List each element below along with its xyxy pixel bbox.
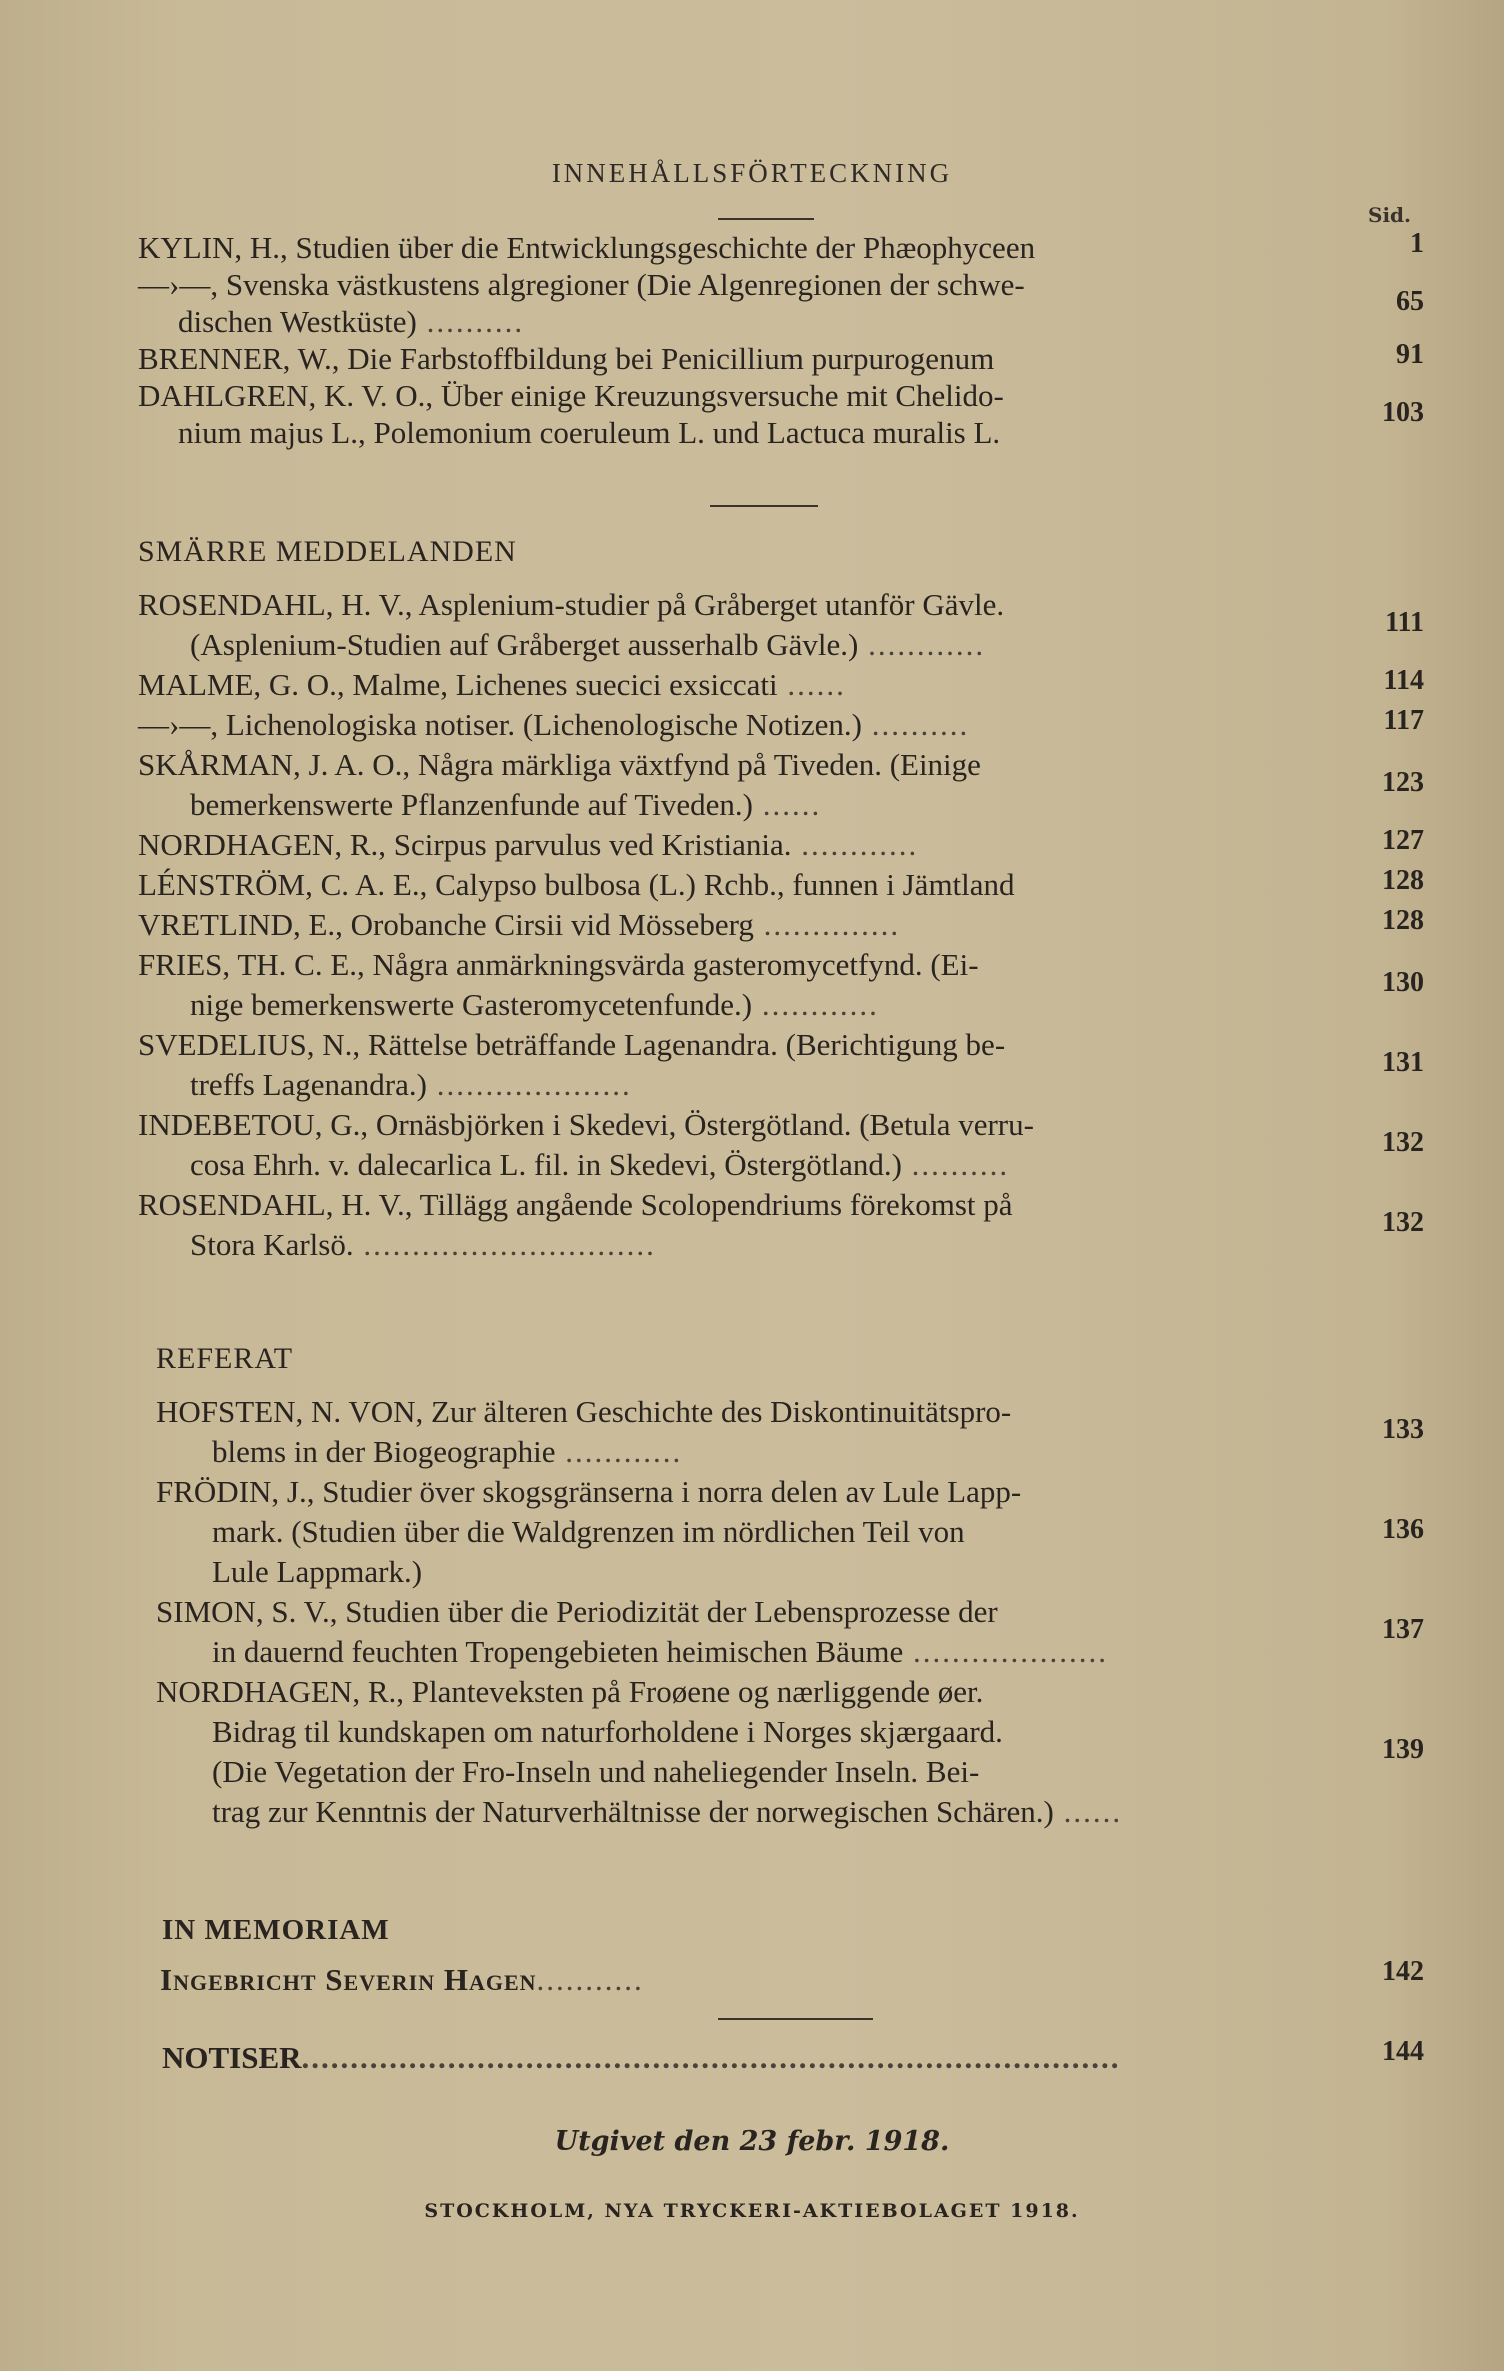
publication-date: Utgivet den 23 febr. 1918.: [554, 2126, 950, 2157]
toc-entry-text: blems in der Biogeographie: [212, 1434, 556, 1469]
toc-entry-text: SKÅRMAN, J. A. O., Några märkliga växtfynd på Tiveden. (Einige: [138, 747, 981, 782]
toc-entry-text: dischen Westküste): [178, 304, 417, 339]
printer-imprint: STOCKHOLM, NYA TRYCKERI-AKTIEBOLAGET 1918.: [424, 2200, 1080, 2222]
toc-entry-text: HOFSTEN, N. VON, Zur älteren Geschichte des Diskontinuitätspro-: [156, 1394, 1012, 1429]
toc-entry-text: BRENNER, W., Die Farbstoffbildung bei Penicillium purpurogenum: [138, 341, 995, 376]
toc-entry-page-number: 127: [1382, 825, 1424, 856]
toc-entry-line: [138, 265, 1025, 305]
toc-entry-text: Bidrag til kundskapen om naturforholdene i Norges skjærgaard.: [212, 1714, 1003, 1749]
toc-entry-line: [178, 413, 1000, 453]
leader-dots: ...........: [536, 1962, 644, 1997]
toc-entry-text: FRIES, TH. C. E., Några anmärkningsvärda gasteromycetfynd. (Ei-: [138, 947, 979, 982]
toc-entry-line: [156, 1592, 998, 1632]
toc-entry-line: [138, 825, 918, 865]
toc-entry-page-number: 132: [1382, 1127, 1424, 1158]
toc-entry-line: [156, 1392, 1011, 1432]
toc-entry-text: VRETLIND, E., Orobanche Cirsii vid Mösseberg: [138, 907, 754, 942]
leader-dots: ..........: [862, 707, 970, 742]
toc-entry-text: Lule Lappmark.): [212, 1554, 423, 1589]
toc-entry-text: DAHLGREN, K. V. O., Über einige Kreuzungsversuche mit Chelido-: [138, 378, 1004, 413]
toc-entry-page-number: 131: [1382, 1047, 1424, 1078]
toc-entry-page-number: 128: [1382, 865, 1424, 896]
leader-dots: ..........: [901, 1147, 1010, 1182]
toc-entry-line: [138, 585, 1004, 625]
toc-entry-line: [138, 905, 900, 945]
toc-entry-text: treffs Lagenandra.): [190, 1067, 427, 1102]
toc-entry-text: ROSENDAHL, H. V., Tillägg angående Scolopendriums förekomst på: [138, 1187, 1013, 1222]
toc-entry-line: [138, 705, 969, 745]
leader-dots: ....................: [426, 1067, 632, 1102]
toc-entry-page-number: 111: [1385, 607, 1424, 638]
leader-dots: ..........: [416, 304, 525, 339]
toc-entry-page-number: 114: [1383, 665, 1424, 696]
toc-entry-line: [138, 339, 994, 379]
toc-entry-line: [178, 302, 524, 342]
referat-heading: REFERAT: [156, 1342, 294, 1375]
toc-entry-text: MALME, G. O., Malme, Lichenes suecici exsiccati: [138, 667, 778, 702]
memoriam-heading: IN MEMORIAM: [162, 1914, 390, 1946]
toc-entry-line: [212, 1632, 1108, 1672]
toc-entry-line: [190, 1145, 1009, 1185]
toc-entry-text: Stora Karlsö.: [190, 1227, 354, 1262]
toc-entry-text: cosa Ehrh. v. dalecarlica L. fil. in Skedevi, Östergötland.): [190, 1147, 902, 1182]
toc-entry-text: INDEBETOU, G., Ornäsbjörken i Skedevi, Östergötland. (Betula verru-: [138, 1107, 1034, 1142]
leader-dots: ............: [752, 987, 879, 1022]
toc-entry-line: [212, 1512, 965, 1552]
leader-dots: ....................: [903, 1634, 1109, 1669]
toc-entry-line: [138, 228, 1035, 268]
toc-entry-page-number: 91: [1396, 339, 1424, 370]
toc-entry-text: —›—, Svenska västkustens algregioner (Die Algenregionen der schwe-: [138, 267, 1025, 302]
toc-entry-page-number: 123: [1382, 767, 1424, 798]
leader-dots: ......: [777, 667, 846, 702]
toc-entry-text: SIMON, S. V., Studien über die Periodizität der Lebensprozesse der: [156, 1594, 998, 1629]
smarre-heading: SMÄRRE MEDDELANDEN: [138, 535, 517, 568]
toc-entry-line: [138, 1025, 1005, 1065]
notiser-text: NOTISER: [162, 2040, 302, 2075]
toc-entry-line: [212, 1552, 422, 1592]
toc-entry-text: (Die Vegetation der Fro-Inseln und naheliegender Inseln. Bei-: [212, 1754, 980, 1789]
toc-entry-page-number: 137: [1382, 1614, 1424, 1645]
toc-entry-text: —›—, Lichenologiska notiser. (Lichenologische Notizen.): [138, 707, 863, 742]
toc-entry-text: NORDHAGEN, R., Planteveksten på Froøene og nærliggende øer.: [156, 1674, 984, 1709]
toc-entry-line: [156, 1472, 1021, 1512]
toc-entry-line: [190, 985, 879, 1025]
toc-entry-line: [190, 625, 985, 665]
toc-entry-text: NORDHAGEN, R., Scirpus parvulus ved Kristiania.: [138, 827, 792, 862]
toc-entry-line: [190, 785, 821, 825]
toc-entry-text: KYLIN, H., Studien über die Entwicklungsgeschichte der Phæophyceen: [138, 230, 1036, 265]
toc-entry-text: LÉNSTRÖM, C. A. E., Calypso bulbosa (L.) Rchb., funnen i Jämtland: [138, 867, 1015, 902]
toc-entry-line: [138, 376, 1004, 416]
notiser-entry: [162, 2038, 1121, 2078]
leader-dots: ....................................................................................: [301, 2040, 1121, 2075]
page-title: INNEHÅLLSFÖRTECKNING: [551, 158, 953, 188]
memoriam-rule: [718, 2018, 873, 2020]
toc-entry-line: [212, 1752, 979, 1792]
leader-dots: ............: [555, 1434, 683, 1469]
leader-dots: ............: [791, 827, 919, 862]
toc-entry-line: [138, 745, 981, 785]
toc-entry-line: [212, 1792, 1122, 1832]
title-rule: [718, 218, 814, 220]
leader-dots: ......: [1053, 1794, 1123, 1829]
toc-entry-text: FRÖDIN, J., Studier över skogsgränserna i norra delen av Lule Lapp-: [156, 1474, 1022, 1509]
memoriam-entry: [160, 1960, 644, 2000]
toc-entry-line: [212, 1712, 1003, 1752]
memoriam-entry-text: Ingebricht Severin Hagen: [160, 1962, 537, 1997]
toc-entry-page-number: 1: [1410, 228, 1424, 259]
sid-label: Sid.: [1368, 203, 1411, 227]
toc-entry-page-number: 103: [1382, 396, 1424, 428]
leader-dots: ......: [752, 787, 822, 822]
toc-entry-text: nium majus L., Polemonium coeruleum L. und Lactuca muralis L.: [178, 415, 1001, 450]
memoriam-page-number: 142: [1382, 1956, 1424, 1987]
notiser-page-number: 144: [1382, 2036, 1424, 2067]
toc-entry-line: [138, 865, 1015, 905]
leader-dots: ..............................: [353, 1227, 656, 1262]
leader-dots: ..............: [753, 907, 901, 942]
toc-entry-line: [138, 1105, 1034, 1145]
toc-entry-line: [156, 1672, 983, 1712]
toc-entry-page-number: 128: [1382, 905, 1424, 936]
toc-entry-text: (Asplenium-Studien auf Gråberget ausserhalb Gävle.): [190, 627, 859, 662]
toc-entry-text: in dauernd feuchten Tropengebieten heimischen Bäume: [212, 1634, 904, 1669]
toc-entry-text: bemerkenswerte Pflanzenfunde auf Tiveden.): [190, 787, 753, 822]
toc-entry-text: mark. (Studien über die Waldgrenzen im nördlichen Teil von: [212, 1514, 965, 1549]
toc-entry-page-number: 132: [1382, 1207, 1424, 1238]
toc-entry-line: [190, 1065, 632, 1105]
toc-entry-line: [138, 945, 979, 985]
leader-dots: ............: [858, 627, 986, 662]
section-rule: [710, 505, 818, 507]
toc-entry-page-number: 136: [1382, 1514, 1424, 1545]
toc-entry-page-number: 139: [1382, 1734, 1424, 1765]
toc-entry-line: [190, 1225, 656, 1265]
toc-entry-text: SVEDELIUS, N., Rättelse beträffande Lagenandra. (Berichtigung be-: [138, 1027, 1006, 1062]
toc-entry-text: nige bemerkenswerte Gasteromycetenfunde.): [190, 987, 753, 1022]
toc-entry-text: ROSENDAHL, H. V., Asplenium-studier på Gråberget utanför Gävle.: [138, 587, 1005, 622]
toc-entry-line: [138, 665, 846, 705]
toc-entry-line: [212, 1432, 682, 1472]
toc-entry-page-number: 65: [1396, 285, 1424, 317]
toc-entry-line: [138, 1185, 1013, 1225]
toc-entry-page-number: 133: [1382, 1414, 1424, 1445]
toc-entry-page-number: 117: [1383, 705, 1424, 736]
toc-entry-text: trag zur Kenntnis der Naturverhältnisse der norwegischen Schären.): [212, 1794, 1054, 1829]
toc-entry-page-number: 130: [1382, 967, 1424, 998]
